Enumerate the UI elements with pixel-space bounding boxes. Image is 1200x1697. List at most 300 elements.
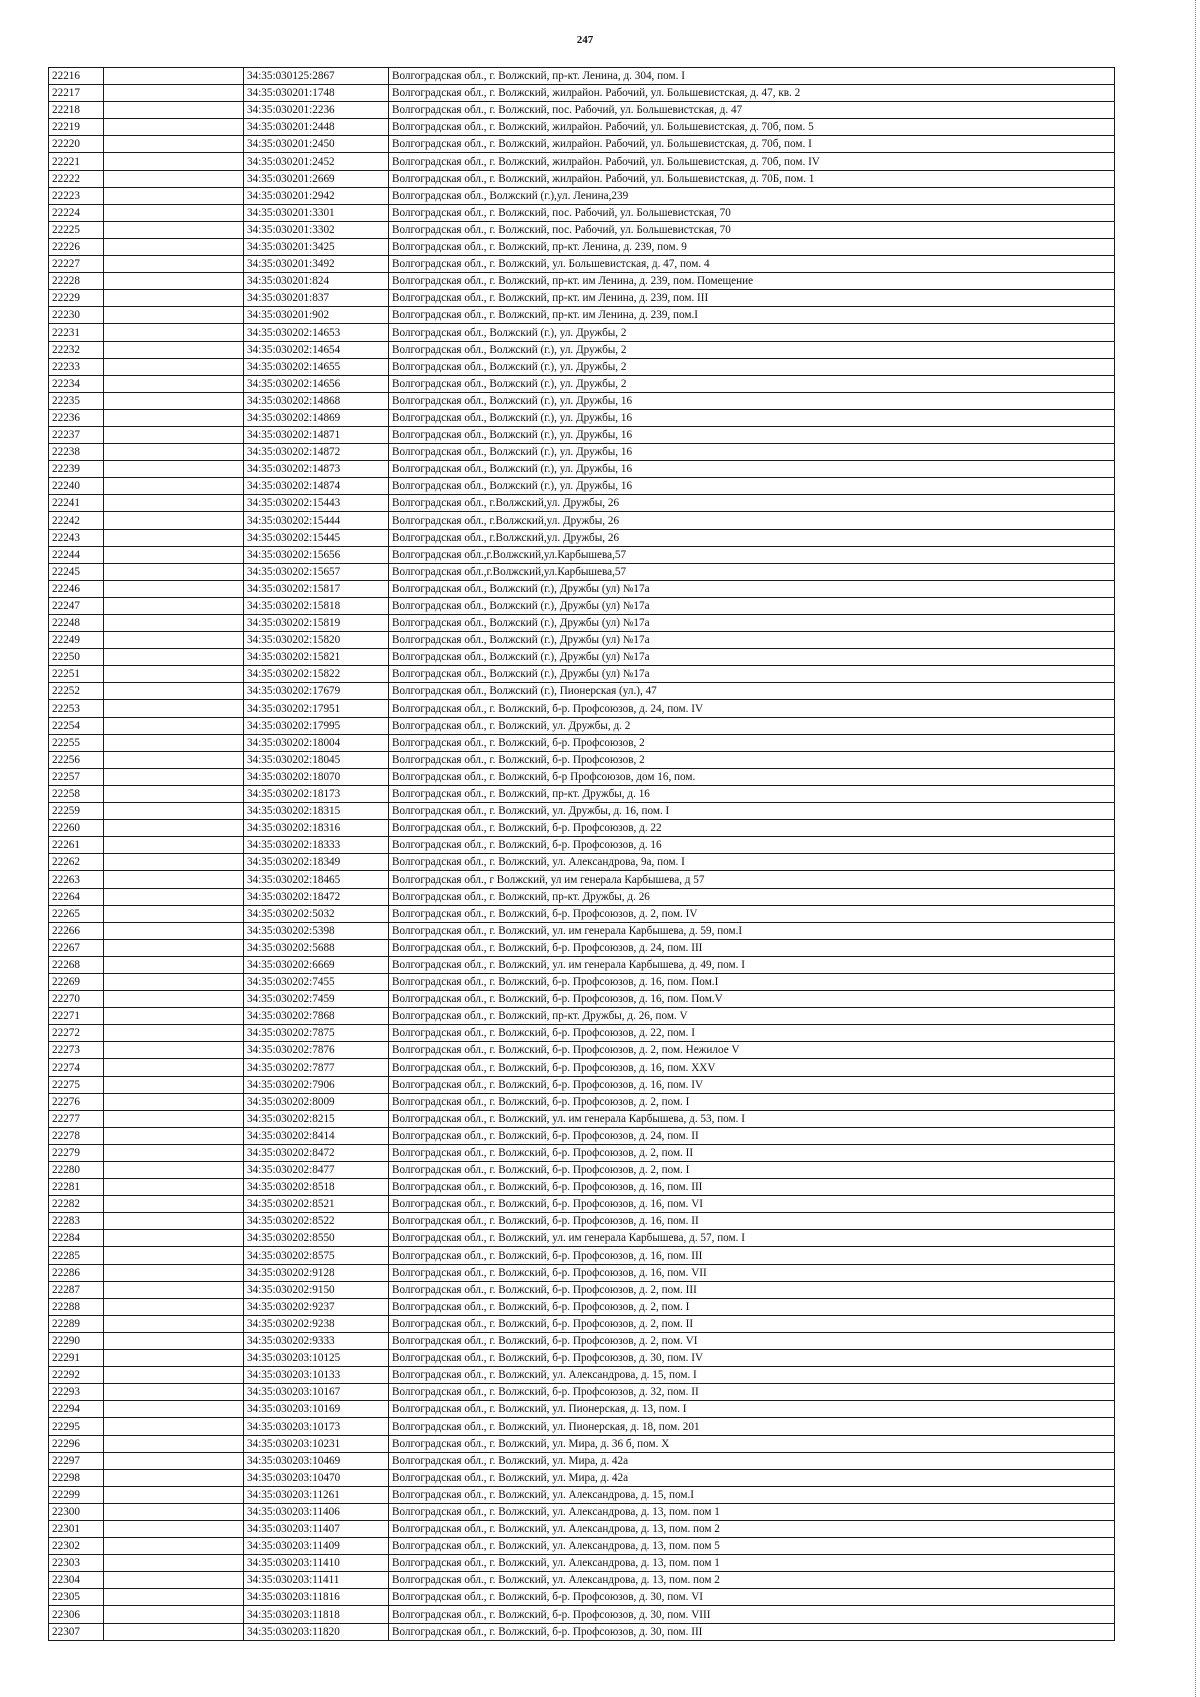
table-row: [49, 888, 1115, 905]
address-cell: Волгоградская обл., г. Волжский, жилрайон. Рабочий, ул. Большевистская, д. 47, кв. 2: [389, 85, 1115, 102]
cadastral-number-cell: 34:35:030202:7868: [244, 1008, 389, 1025]
cadastral-number-cell: 34:35:030202:15817: [244, 580, 389, 597]
row-number-cell: 22294: [49, 1401, 104, 1418]
address-cell: Волгоградская обл., г. Волжский, ул. им генерала Карбышева, д. 59, пом.I: [389, 922, 1115, 939]
row-number-cell: 22265: [49, 905, 104, 922]
row-number-cell: 22307: [49, 1623, 104, 1640]
blank-cell: [104, 1418, 244, 1435]
table-row: [49, 1247, 1115, 1264]
address-cell: Волгоградская обл., г. Волжский, б-р. Профсоюзов, д. 16, пом. VII: [389, 1264, 1115, 1281]
row-number-cell: 22241: [49, 495, 104, 512]
cadastral-number-cell: 34:35:030202:15657: [244, 563, 389, 580]
address-cell: Волгоградская обл., г. Волжский, б-р. Профсоюзов, д. 30, пом. VI: [389, 1589, 1115, 1606]
address-cell: Волгоградская обл., Волжский (г.), Пионерская (ул.), 47: [389, 683, 1115, 700]
table-row: [49, 905, 1115, 922]
row-number-cell: 22283: [49, 1213, 104, 1230]
address-cell: Волгоградская обл., г. Волжский, ул. Александрова, д. 13, пом. пом 1: [389, 1555, 1115, 1572]
table-row: [49, 1127, 1115, 1144]
address-cell: Волгоградская обл., г. Волжский, пос. Рабочий, ул. Большевистская, д. 47: [389, 102, 1115, 119]
row-number-cell: 22260: [49, 820, 104, 837]
cadastral-number-cell: 34:35:030203:11820: [244, 1623, 389, 1640]
blank-cell: [104, 1384, 244, 1401]
table-row: [49, 444, 1115, 461]
table-row: [49, 1008, 1115, 1025]
row-number-cell: 22275: [49, 1076, 104, 1093]
cadastral-number-cell: 34:35:030202:14656: [244, 375, 389, 392]
address-cell: Волгоградская обл., Волжский (г.), ул. Дружбы, 16: [389, 392, 1115, 409]
blank-cell: [104, 700, 244, 717]
cadastral-number-cell: 34:35:030201:1748: [244, 85, 389, 102]
blank-cell: [104, 204, 244, 221]
blank-cell: [104, 649, 244, 666]
blank-cell: [104, 632, 244, 649]
cadastral-number-cell: 34:35:030202:15819: [244, 615, 389, 632]
cadastral-number-cell: 34:35:030203:10231: [244, 1435, 389, 1452]
address-cell: Волгоградская обл., Волжский (г.), Дружбы (ул) №17а: [389, 649, 1115, 666]
blank-cell: [104, 273, 244, 290]
blank-cell: [104, 409, 244, 426]
table-row: [49, 85, 1115, 102]
table-row: [49, 170, 1115, 187]
table-row: [49, 785, 1115, 802]
cadastral-number-cell: 34:35:030202:18472: [244, 888, 389, 905]
row-number-cell: 22280: [49, 1162, 104, 1179]
table-row: [49, 666, 1115, 683]
row-number-cell: 22298: [49, 1469, 104, 1486]
cadastral-number-cell: 34:35:030202:14872: [244, 444, 389, 461]
row-number-cell: 22226: [49, 238, 104, 255]
table-row: [49, 871, 1115, 888]
address-cell: Волгоградская обл., г. Волжский, пр-кт. Дружбы, д. 26, пом. V: [389, 1008, 1115, 1025]
blank-cell: [104, 734, 244, 751]
table-row: [49, 1213, 1115, 1230]
address-cell: Волгоградская обл., г. Волжский, пр-кт. им Ленина, д. 239, пом.I: [389, 307, 1115, 324]
cadastral-number-cell: 34:35:030202:8414: [244, 1127, 389, 1144]
row-number-cell: 22237: [49, 426, 104, 443]
table-row: [49, 1401, 1115, 1418]
blank-cell: [104, 1144, 244, 1161]
blank-cell: [104, 922, 244, 939]
row-number-cell: 22292: [49, 1367, 104, 1384]
row-number-cell: 22273: [49, 1042, 104, 1059]
blank-cell: [104, 871, 244, 888]
address-cell: Волгоградская обл., г Волжский, ул им генерала Карбышева, д 57: [389, 871, 1115, 888]
row-number-cell: 22240: [49, 478, 104, 495]
address-cell: Волгоградская обл., Волжский (г.), ул. Дружбы, 2: [389, 324, 1115, 341]
table-row: [49, 529, 1115, 546]
table-row: [49, 375, 1115, 392]
blank-cell: [104, 495, 244, 512]
address-cell: Волгоградская обл., г. Волжский, б-р. Профсоюзов, д. 22: [389, 820, 1115, 837]
table-row: [49, 221, 1115, 238]
address-cell: Волгоградская обл., г. Волжский, пр-кт. Дружбы, д. 16: [389, 785, 1115, 802]
cadastral-number-cell: 34:35:030202:8009: [244, 1093, 389, 1110]
address-cell: Волгоградская обл., г. Волжский, б-р. Профсоюзов, д. 16, пом. III: [389, 1247, 1115, 1264]
cadastral-number-cell: 34:35:030203:11409: [244, 1538, 389, 1555]
row-number-cell: 22304: [49, 1572, 104, 1589]
row-number-cell: 22220: [49, 136, 104, 153]
cadastral-number-cell: 34:35:030202:15656: [244, 546, 389, 563]
address-cell: Волгоградская обл., г.Волжский,ул. Дружбы, 26: [389, 495, 1115, 512]
registry-table: [48, 67, 1115, 1641]
row-number-cell: 22285: [49, 1247, 104, 1264]
table-row: [49, 1435, 1115, 1452]
cadastral-number-cell: 34:35:030202:5688: [244, 939, 389, 956]
blank-cell: [104, 1350, 244, 1367]
blank-cell: [104, 1538, 244, 1555]
table-row: [49, 1606, 1115, 1623]
address-cell: Волгоградская обл., г. Волжский, пр-кт. им Ленина, д. 239, пом. III: [389, 290, 1115, 307]
cadastral-number-cell: 34:35:030202:8521: [244, 1196, 389, 1213]
blank-cell: [104, 1367, 244, 1384]
blank-cell: [104, 803, 244, 820]
address-cell: Волгоградская обл., г. Волжский, жилрайон. Рабочий, ул. Большевистская, д. 70Б, пом. 1: [389, 170, 1115, 187]
address-cell: Волгоградская обл., г. Волжский, б-р. Профсоюзов, д. 2, пом. II: [389, 1144, 1115, 1161]
table-row: [49, 1486, 1115, 1503]
blank-cell: [104, 1298, 244, 1315]
address-cell: Волгоградская обл., г. Волжский, пос. Рабочий, ул. Большевистская, 70: [389, 221, 1115, 238]
row-number-cell: 22221: [49, 153, 104, 170]
row-number-cell: 22295: [49, 1418, 104, 1435]
cadastral-number-cell: 34:35:030202:9238: [244, 1315, 389, 1332]
cadastral-number-cell: 34:35:030202:15818: [244, 597, 389, 614]
row-number-cell: 22255: [49, 734, 104, 751]
blank-cell: [104, 1179, 244, 1196]
cadastral-number-cell: 34:35:030201:3425: [244, 238, 389, 255]
row-number-cell: 22250: [49, 649, 104, 666]
address-cell: Волгоградская обл., Волжский (г.), ул. Дружбы, 16: [389, 409, 1115, 426]
cadastral-number-cell: 34:35:030203:11406: [244, 1503, 389, 1520]
address-cell: Волгоградская обл., г. Волжский, ул. Пионерская, д. 13, пом. I: [389, 1401, 1115, 1418]
blank-cell: [104, 170, 244, 187]
cadastral-number-cell: 34:35:030203:10167: [244, 1384, 389, 1401]
table-row: [49, 409, 1115, 426]
cadastral-number-cell: 34:35:030201:3301: [244, 204, 389, 221]
table-row: [49, 290, 1115, 307]
blank-cell: [104, 1076, 244, 1093]
row-number-cell: 22253: [49, 700, 104, 717]
blank-cell: [104, 444, 244, 461]
address-cell: Волгоградская обл., г. Волжский, пос. Рабочий, ул. Большевистская, 70: [389, 204, 1115, 221]
address-cell: Волгоградская обл., г. Волжский, б-р. Профсоюзов, д. 32, пом. II: [389, 1384, 1115, 1401]
address-cell: Волгоградская обл., г. Волжский, ул. Дружбы, д. 16, пом. I: [389, 803, 1115, 820]
row-number-cell: 22244: [49, 546, 104, 563]
table-row: [49, 273, 1115, 290]
address-cell: Волгоградская обл., г.Волжский,ул. Дружбы, 26: [389, 529, 1115, 546]
address-cell: Волгоградская обл., Волжский (г.), ул. Дружбы, 16: [389, 461, 1115, 478]
table-row: [49, 1076, 1115, 1093]
cadastral-number-cell: 34:35:030203:10173: [244, 1418, 389, 1435]
row-number-cell: 22291: [49, 1350, 104, 1367]
blank-cell: [104, 546, 244, 563]
address-cell: Волгоградская обл., г. Волжский, б-р. Профсоюзов, д. 16, пом. XXV: [389, 1059, 1115, 1076]
address-cell: Волгоградская обл., г. Волжский, ул. Александрова, д. 15, пом. I: [389, 1367, 1115, 1384]
row-number-cell: 22277: [49, 1110, 104, 1127]
table-row: [49, 803, 1115, 820]
address-cell: Волгоградская обл., г. Волжский, б-р. Профсоюзов, д. 22, пом. I: [389, 1025, 1115, 1042]
cadastral-number-cell: 34:35:030202:7906: [244, 1076, 389, 1093]
table-row: [49, 717, 1115, 734]
blank-cell: [104, 837, 244, 854]
row-number-cell: 22259: [49, 803, 104, 820]
blank-cell: [104, 187, 244, 204]
row-number-cell: 22270: [49, 991, 104, 1008]
table-row: [49, 734, 1115, 751]
blank-cell: [104, 1008, 244, 1025]
table-row: [49, 632, 1115, 649]
row-number-cell: 22268: [49, 956, 104, 973]
blank-cell: [104, 512, 244, 529]
blank-cell: [104, 768, 244, 785]
address-cell: Волгоградская обл., г. Волжский, жилрайон. Рабочий, ул. Большевистская, д. 70б, пом. I: [389, 136, 1115, 153]
table-row: [49, 136, 1115, 153]
blank-cell: [104, 1230, 244, 1247]
row-number-cell: 22271: [49, 1008, 104, 1025]
row-number-cell: 22236: [49, 409, 104, 426]
address-cell: Волгоградская обл., г. Волжский, б-р. Профсоюзов, д. 16, пом. VI: [389, 1196, 1115, 1213]
cadastral-number-cell: 34:35:030203:10169: [244, 1401, 389, 1418]
cadastral-number-cell: 34:35:030202:17679: [244, 683, 389, 700]
address-cell: Волгоградская обл., г. Волжский, б-р. Профсоюзов, д. 16, пом. Пом.V: [389, 991, 1115, 1008]
cadastral-number-cell: 34:35:030202:7459: [244, 991, 389, 1008]
row-number-cell: 22288: [49, 1298, 104, 1315]
row-number-cell: 22256: [49, 751, 104, 768]
cadastral-number-cell: 34:35:030202:7877: [244, 1059, 389, 1076]
address-cell: Волгоградская обл.,г.Волжский,ул.Карбышева,57: [389, 563, 1115, 580]
blank-cell: [104, 1606, 244, 1623]
cadastral-number-cell: 34:35:030202:15822: [244, 666, 389, 683]
blank-cell: [104, 1435, 244, 1452]
blank-cell: [104, 751, 244, 768]
table-row: [49, 1110, 1115, 1127]
table-row: [49, 461, 1115, 478]
cadastral-number-cell: 34:35:030202:15821: [244, 649, 389, 666]
row-number-cell: 22216: [49, 68, 104, 85]
cadastral-number-cell: 34:35:030202:8215: [244, 1110, 389, 1127]
blank-cell: [104, 820, 244, 837]
table-row: [49, 1144, 1115, 1161]
address-cell: Волгоградская обл., г. Волжский, ул. Александрова, д. 13, пом. пом 2: [389, 1520, 1115, 1537]
address-cell: Волгоградская обл., г. Волжский, б-р. Профсоюзов, д. 24, пом. II: [389, 1127, 1115, 1144]
row-number-cell: 22233: [49, 358, 104, 375]
row-number-cell: 22234: [49, 375, 104, 392]
cadastral-number-cell: 34:35:030203:11411: [244, 1572, 389, 1589]
row-number-cell: 22245: [49, 563, 104, 580]
address-cell: Волгоградская обл., г. Волжский, ул. им генерала Карбышева, д. 49, пом. I: [389, 956, 1115, 973]
table-row: [49, 1281, 1115, 1298]
blank-cell: [104, 1213, 244, 1230]
address-cell: Волгоградская обл., г. Волжский, ул. Пионерская, д. 18, пом. 201: [389, 1418, 1115, 1435]
table-row: [49, 1367, 1115, 1384]
address-cell: Волгоградская обл.,г.Волжский,ул.Карбышева,57: [389, 546, 1115, 563]
address-cell: Волгоградская обл., г. Волжский, б-р. Профсоюзов, д. 2, пом. I: [389, 1298, 1115, 1315]
cadastral-number-cell: 34:35:030202:18315: [244, 803, 389, 820]
row-number-cell: 22306: [49, 1606, 104, 1623]
blank-cell: [104, 666, 244, 683]
blank-cell: [104, 1520, 244, 1537]
table-row: [49, 1093, 1115, 1110]
row-number-cell: 22301: [49, 1520, 104, 1537]
cadastral-number-cell: 34:35:030201:824: [244, 273, 389, 290]
cadastral-number-cell: 34:35:030202:18070: [244, 768, 389, 785]
row-number-cell: 22225: [49, 221, 104, 238]
row-number-cell: 22274: [49, 1059, 104, 1076]
row-number-cell: 22230: [49, 307, 104, 324]
address-cell: Волгоградская обл., г. Волжский, б-р. Профсоюзов, д. 2, пом. IV: [389, 905, 1115, 922]
cadastral-number-cell: 34:35:030125:2867: [244, 68, 389, 85]
cadastral-number-cell: 34:35:030203:10125: [244, 1350, 389, 1367]
cadastral-number-cell: 34:35:030202:15820: [244, 632, 389, 649]
address-cell: Волгоградская обл., г. Волжский, б-р. Профсоюзов, 2: [389, 751, 1115, 768]
cadastral-number-cell: 34:35:030201:3302: [244, 221, 389, 238]
blank-cell: [104, 375, 244, 392]
row-number-cell: 22232: [49, 341, 104, 358]
blank-cell: [104, 1281, 244, 1298]
table-row: [49, 426, 1115, 443]
cadastral-number-cell: 34:35:030202:9333: [244, 1332, 389, 1349]
cadastral-number-cell: 34:35:030202:14868: [244, 392, 389, 409]
cadastral-number-cell: 34:35:030202:18349: [244, 854, 389, 871]
blank-cell: [104, 1093, 244, 1110]
address-cell: Волгоградская обл., г. Волжский, б-р. Профсоюзов, д. 16, пом. IV: [389, 1076, 1115, 1093]
address-cell: Волгоградская обл., г. Волжский, ул. Александрова, 9а, пом. I: [389, 854, 1115, 871]
table-row: [49, 392, 1115, 409]
blank-cell: [104, 956, 244, 973]
table-row: [49, 820, 1115, 837]
row-number-cell: 22272: [49, 1025, 104, 1042]
blank-cell: [104, 1589, 244, 1606]
address-cell: Волгоградская обл., г. Волжский, б-р. Профсоюзов, д. 16, пом. III: [389, 1179, 1115, 1196]
cadastral-number-cell: 34:35:030202:8522: [244, 1213, 389, 1230]
table-row: [49, 1315, 1115, 1332]
cadastral-number-cell: 34:35:030202:8477: [244, 1162, 389, 1179]
row-number-cell: 22224: [49, 204, 104, 221]
blank-cell: [104, 85, 244, 102]
address-cell: Волгоградская обл., г. Волжский, ул. Большевистская, д. 47, пом. 4: [389, 256, 1115, 273]
address-cell: Волгоградская обл., г. Волжский, б-р. Профсоюзов, д. 30, пом. III: [389, 1623, 1115, 1640]
row-number-cell: 22248: [49, 615, 104, 632]
cadastral-number-cell: 34:35:030202:14655: [244, 358, 389, 375]
row-number-cell: 22267: [49, 939, 104, 956]
address-cell: Волгоградская обл., г. Волжский, б-р. Профсоюзов, д. 24, пом. III: [389, 939, 1115, 956]
table-row: [49, 973, 1115, 990]
cadastral-number-cell: 34:35:030201:2450: [244, 136, 389, 153]
cadastral-number-cell: 34:35:030202:9128: [244, 1264, 389, 1281]
cadastral-number-cell: 34:35:030202:14871: [244, 426, 389, 443]
table-row: [49, 1503, 1115, 1520]
blank-cell: [104, 529, 244, 546]
blank-cell: [104, 1555, 244, 1572]
row-number-cell: 22290: [49, 1332, 104, 1349]
row-number-cell: 22219: [49, 119, 104, 136]
row-number-cell: 22302: [49, 1538, 104, 1555]
table-row: [49, 1196, 1115, 1213]
table-row: [49, 1623, 1115, 1640]
cadastral-number-cell: 34:35:030203:11410: [244, 1555, 389, 1572]
address-cell: Волгоградская обл., г. Волжский, пр-кт. Дружбы, д. 26: [389, 888, 1115, 905]
blank-cell: [104, 683, 244, 700]
row-number-cell: 22286: [49, 1264, 104, 1281]
cadastral-number-cell: 34:35:030202:6669: [244, 956, 389, 973]
blank-cell: [104, 256, 244, 273]
address-cell: Волгоградская обл., г. Волжский, пр-кт. Ленина, д. 239, пом. 9: [389, 238, 1115, 255]
address-cell: Волгоградская обл., г. Волжский, б-р. Профсоюзов, д. 2, пом. VI: [389, 1332, 1115, 1349]
table-row: [49, 1589, 1115, 1606]
row-number-cell: 22242: [49, 512, 104, 529]
blank-cell: [104, 1196, 244, 1213]
cadastral-number-cell: 34:35:030202:7875: [244, 1025, 389, 1042]
cadastral-number-cell: 34:35:030202:18045: [244, 751, 389, 768]
cadastral-number-cell: 34:35:030201:3492: [244, 256, 389, 273]
address-cell: Волгоградская обл., г. Волжский, ул. Александрова, д. 15, пом.I: [389, 1486, 1115, 1503]
cadastral-number-cell: 34:35:030202:5032: [244, 905, 389, 922]
blank-cell: [104, 905, 244, 922]
row-number-cell: 22261: [49, 837, 104, 854]
blank-cell: [104, 324, 244, 341]
blank-cell: [104, 1059, 244, 1076]
blank-cell: [104, 1401, 244, 1418]
cadastral-number-cell: 34:35:030203:11818: [244, 1606, 389, 1623]
address-cell: Волгоградская обл., Волжский (г.), ул. Дружбы, 16: [389, 426, 1115, 443]
cadastral-number-cell: 34:35:030203:10469: [244, 1452, 389, 1469]
table-row: [49, 683, 1115, 700]
blank-cell: [104, 597, 244, 614]
table-row: [49, 187, 1115, 204]
table-row: [49, 1469, 1115, 1486]
address-cell: Волгоградская обл., г. Волжский, б-р. Профсоюзов, д. 2, пом. Нежилое V: [389, 1042, 1115, 1059]
row-number-cell: 22252: [49, 683, 104, 700]
blank-cell: [104, 1623, 244, 1640]
table-row: [49, 700, 1115, 717]
address-cell: Волгоградская обл., Волжский (г.), Дружбы (ул) №17а: [389, 615, 1115, 632]
address-cell: Волгоградская обл., г. Волжский, б-р. Профсоюзов, д. 16: [389, 837, 1115, 854]
table-row: [49, 512, 1115, 529]
blank-cell: [104, 221, 244, 238]
cadastral-number-cell: 34:35:030202:14873: [244, 461, 389, 478]
blank-cell: [104, 1486, 244, 1503]
table-row: [49, 939, 1115, 956]
row-number-cell: 22247: [49, 597, 104, 614]
address-cell: Волгоградская обл., Волжский (г.), ул. Дружбы, 2: [389, 341, 1115, 358]
cadastral-number-cell: 34:35:030202:17995: [244, 717, 389, 734]
cadastral-number-cell: 34:35:030202:15444: [244, 512, 389, 529]
blank-cell: [104, 1315, 244, 1332]
address-cell: Волгоградская обл., Волжский (г.), Дружбы (ул) №17а: [389, 580, 1115, 597]
address-cell: Волгоградская обл., г. Волжский, б-р. Профсоюзов, 2: [389, 734, 1115, 751]
blank-cell: [104, 68, 244, 85]
address-cell: Волгоградская обл., г. Волжский, пр-кт. им Ленина, д. 239, пом. Помещение: [389, 273, 1115, 290]
blank-cell: [104, 1162, 244, 1179]
cadastral-number-cell: 34:35:030202:5398: [244, 922, 389, 939]
table-row: [49, 358, 1115, 375]
cadastral-number-cell: 34:35:030202:18316: [244, 820, 389, 837]
scan-edge-marks: [1193, 0, 1196, 1697]
blank-cell: [104, 1469, 244, 1486]
address-cell: Волгоградская обл., г. Волжский, б-р. Профсоюзов, д. 30, пом. IV: [389, 1350, 1115, 1367]
table-row: [49, 204, 1115, 221]
table-row: [49, 102, 1115, 119]
row-number-cell: 22217: [49, 85, 104, 102]
table-row: [49, 307, 1115, 324]
row-number-cell: 22223: [49, 187, 104, 204]
cadastral-number-cell: 34:35:030203:10470: [244, 1469, 389, 1486]
address-cell: Волгоградская обл., г. Волжский, жилрайон. Рабочий, ул. Большевистская, д. 70б, пом. IV: [389, 153, 1115, 170]
cadastral-number-cell: 34:35:030202:8518: [244, 1179, 389, 1196]
table-row: [49, 1572, 1115, 1589]
blank-cell: [104, 238, 244, 255]
registry-table-body: [49, 68, 1115, 1641]
address-cell: Волгоградская обл., г. Волжский, б-р. Профсоюзов, д. 16, пом. II: [389, 1213, 1115, 1230]
